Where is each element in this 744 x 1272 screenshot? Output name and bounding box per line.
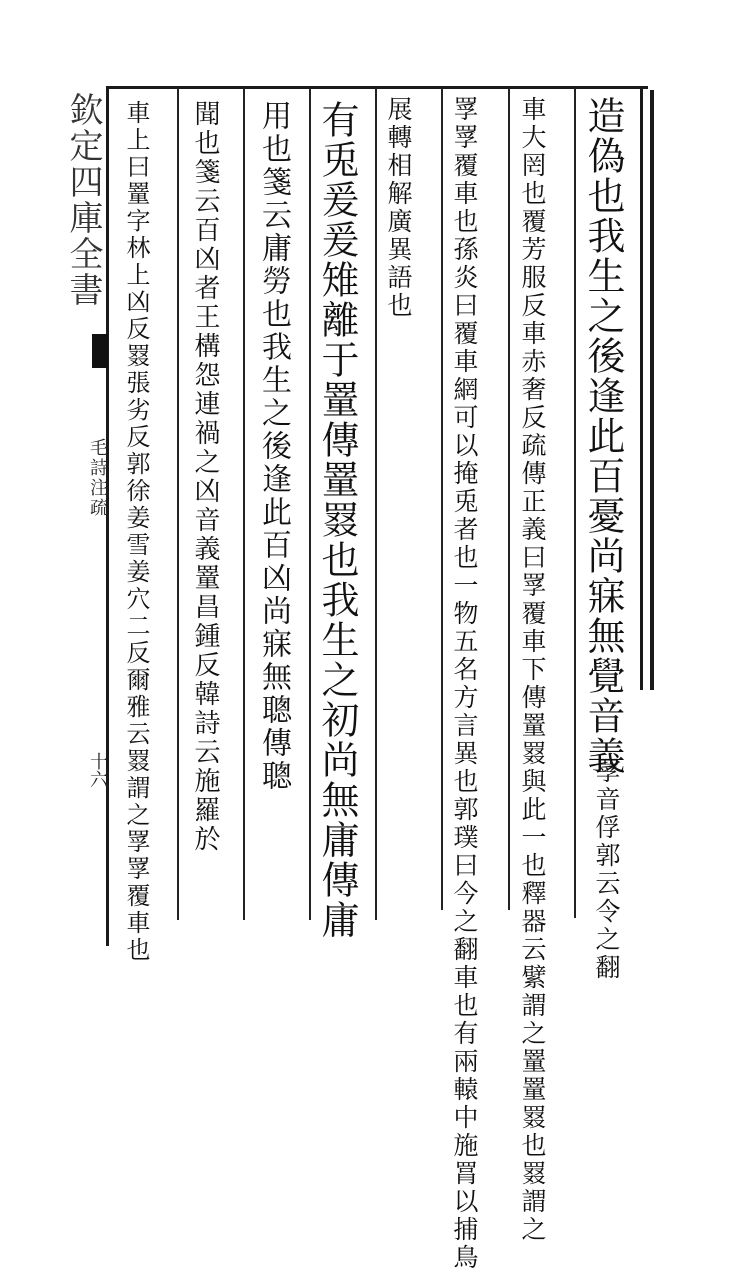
fishtail-mark [92, 334, 108, 368]
book-title: 毛詩注疏 [87, 438, 108, 518]
library-edge-label: 欽定四庫全書 [63, 92, 103, 308]
column-rule [375, 88, 377, 920]
column-rule [441, 88, 443, 910]
frame-right-outer-border [650, 90, 654, 690]
column-rule [574, 88, 576, 918]
commentary-column: 車大罔也覆芳服反車赤奢反疏傳正義曰罦覆車下傳罿罬與此一也釋器云繴謂之罿罿罬也罬謂之 [518, 96, 547, 1244]
main-text-column: 有兎爰爰雉離于罿傳罿罬也我生之初尚無庸傳庸 [315, 100, 359, 940]
commentary-column: 罦罦覆車也孫炎曰覆車網可以掩兎者也一物五名方言異也郭璞曰今之翻車也有兩轅中施罥以捕鳥 [450, 96, 479, 1272]
commentary-column: 車上曰罿字林上凶反罬張劣反郭徐姜雪姜穴二反爾雅云罬謂之罦罦覆車也 [122, 100, 150, 964]
commentary-column: 聞也箋云百凶者王構怨連禍之凶音義罿昌鍾反韓詩云施羅於 [190, 100, 220, 854]
main-text-column: 造偽也我生之後逢此百憂尚寐無覺音義 [581, 96, 625, 776]
page-number: 十六 [87, 752, 108, 788]
commentary-column: 用也箋云庸勞也我生之後逢此百凶尚寐無聰傳聰 [256, 100, 291, 793]
commentary-column: 展轉相解廣異語也 [384, 96, 413, 320]
frame-right-border [640, 86, 643, 690]
column-rule [309, 88, 311, 920]
commentary-note: 罦音俘郭云令之翻 [592, 758, 621, 982]
column-rule [177, 88, 179, 920]
frame-top-border [108, 86, 648, 89]
column-rule [508, 88, 510, 910]
column-rule [243, 88, 245, 920]
